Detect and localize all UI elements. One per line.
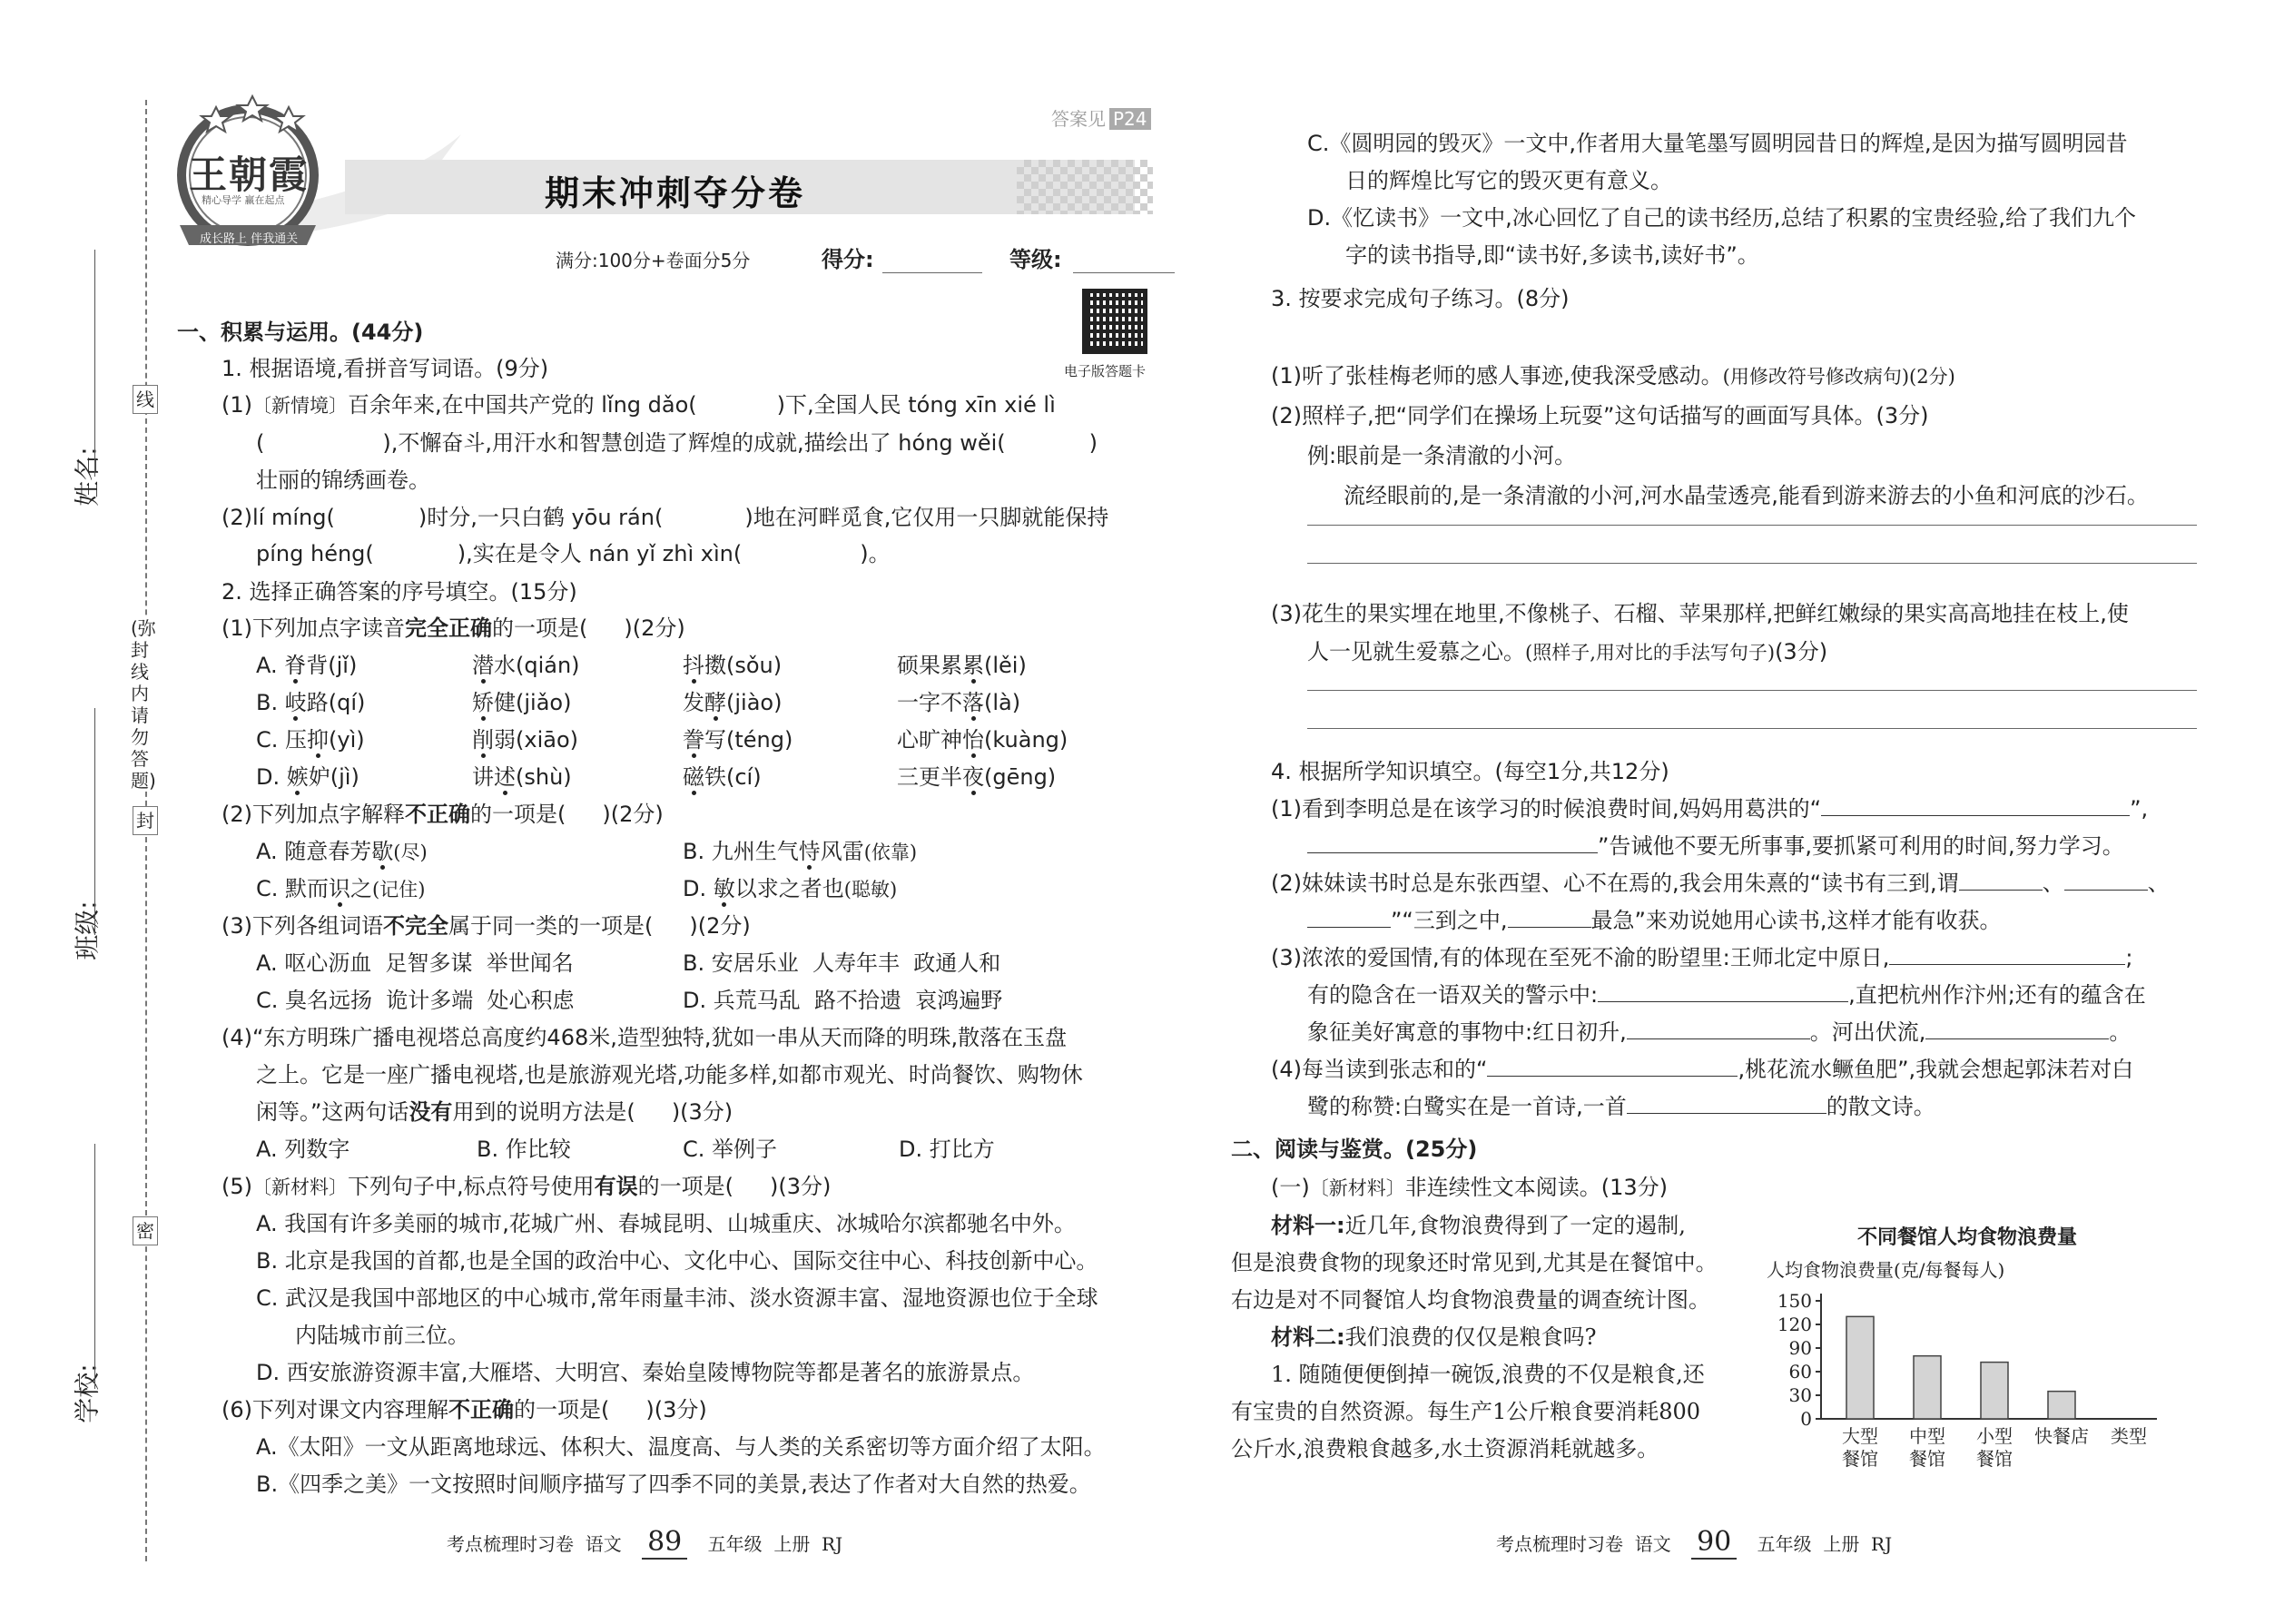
binding-notice: (弥封线内请勿答题) xyxy=(131,617,156,792)
material-1-line3: 右边是对不同餐馆人均食物浪费量的调查统计图。 xyxy=(1231,1287,1710,1313)
text-fragment: 歇 xyxy=(371,839,394,864)
right-footer xyxy=(1496,1526,1893,1558)
q2-2-option-C[interactable] xyxy=(256,874,425,904)
text-fragment: 岐 xyxy=(284,690,307,715)
text-fragment: 之 xyxy=(350,876,373,901)
text-fragment: 以求之者也 xyxy=(734,876,844,901)
q2-5-option-B[interactable]: B. 北京是我国的首都,也是全国的政治中心、文化中心、国际交往中心、科技创新中心。 xyxy=(256,1248,1098,1274)
text-fragment: ) xyxy=(1088,430,1098,456)
text-fragment: 材料二: xyxy=(1271,1324,1345,1350)
text-fragment: (3)下列各组词语 xyxy=(222,913,383,939)
text-fragment: 识 xyxy=(329,876,351,901)
q3-2-answer-line-1[interactable] xyxy=(1307,525,2197,526)
student-name-label: 姓名: xyxy=(72,447,103,507)
school-line xyxy=(94,1144,95,1389)
q3-2-answer-line-2[interactable] xyxy=(1307,563,2197,564)
logo-name: 王朝霞 xyxy=(189,153,310,197)
text-fragment: 象征美好寓意的事物中:红日初升, xyxy=(1307,1019,1627,1045)
chart-bar xyxy=(1914,1356,1941,1419)
q4-heading: 4. 根据所学知识填空。(每空1分,共12分) xyxy=(1271,759,1669,784)
q2-1-option-C2 xyxy=(472,725,578,754)
q1-2-line2 xyxy=(256,539,891,568)
text-fragment: 抖 xyxy=(683,653,704,678)
text-fragment: 健(jiǎo) xyxy=(494,690,572,715)
q4-3-line1 xyxy=(1271,943,2132,972)
text-fragment: 。河出伏流, xyxy=(1809,1019,1926,1045)
q2-1-option-B2 xyxy=(472,688,571,717)
section-2-heading: 二、阅读与鉴赏。(25分) xyxy=(1231,1137,1478,1162)
q3-2: (2)照样子,把“同学们在操场上玩耍”这句话描写的画面写具体。(3分) xyxy=(1271,403,1929,428)
q2-1-option-C3 xyxy=(683,725,793,754)
text-fragment: )(3分) xyxy=(645,1397,707,1422)
text-fragment: 有的隐含在一语双关的警示中: xyxy=(1307,982,1599,1008)
text-fragment: B. xyxy=(256,690,285,715)
text-fragment: A. xyxy=(256,653,285,678)
fill-blank[interactable] xyxy=(1487,1056,1738,1077)
text-fragment: ; xyxy=(2125,945,2133,970)
q2-3-option-D[interactable]: D. 兵荒马乱 路不拾遗 哀鸿遍野 xyxy=(683,988,1003,1013)
q1-1-line3: 壮丽的锦绣画卷。 xyxy=(256,468,430,493)
q3-1 xyxy=(1271,361,1955,391)
q3-3-line2 xyxy=(1307,637,1827,667)
text-fragment: 妒(jì) xyxy=(308,764,359,790)
score-label: 得分: xyxy=(822,247,874,272)
text-fragment: 敏 xyxy=(713,876,735,901)
text-fragment: )(3分) xyxy=(770,1174,832,1199)
chart-y-tick-label: 90 xyxy=(1788,1337,1812,1359)
text-fragment: (聪敏) xyxy=(843,879,898,901)
q1-heading: 1. 根据语境,看拼音写词语。(9分) xyxy=(222,356,549,381)
text-fragment: 〔新材料〕 xyxy=(1309,1177,1405,1199)
text-fragment: (1) xyxy=(222,392,252,418)
q2-6-option-D-cont: 字的读书指导,即“读书好,多读书,读好书”。 xyxy=(1345,242,1759,268)
chart-y-tick-label: 120 xyxy=(1777,1314,1812,1335)
text-fragment: 一字不 xyxy=(897,690,962,715)
qr-code[interactable] xyxy=(1082,289,1147,354)
material-1-line2: 但是浪费食物的现象还时常见到,尤其是在餐馆中。 xyxy=(1231,1250,1718,1275)
cut-mark-seal: 封 xyxy=(133,806,158,835)
text-fragment: 的一项是( xyxy=(470,802,566,827)
q2-1-option-D2 xyxy=(472,763,572,792)
text-fragment: 讲 xyxy=(472,764,494,790)
text-fragment: (là) xyxy=(984,690,1021,715)
material-2-p1-line3: 公斤水,浪费粮食越多,水土资源消耗就越多。 xyxy=(1231,1436,1659,1462)
text-fragment: 述 xyxy=(494,764,516,790)
text-fragment: 矫 xyxy=(472,690,494,715)
class-line xyxy=(94,708,95,935)
text-fragment: 誊 xyxy=(683,727,704,753)
text-fragment: 水(qián) xyxy=(494,653,580,678)
text-fragment: 嫉 xyxy=(286,764,309,790)
q2-1-option-B4 xyxy=(897,688,1020,717)
q2-2-option-D[interactable] xyxy=(683,874,897,904)
text-fragment: 累 xyxy=(962,653,984,678)
chart-title: 不同餐馆人均食物浪费量 xyxy=(1857,1226,2078,1249)
text-fragment: )(2分) xyxy=(689,913,751,939)
text-fragment: 风雷 xyxy=(820,839,864,864)
text-fragment: 人一见就生爱慕之心。 xyxy=(1307,639,1525,664)
q2-6-stem xyxy=(222,1395,707,1424)
cut-mark-secret: 密 xyxy=(133,1216,158,1245)
q2-1-option-D[interactable] xyxy=(256,763,359,792)
grade-blank[interactable] xyxy=(1073,249,1175,273)
q2-3-option-B[interactable]: B. 安居乐业 人寿年丰 政通人和 xyxy=(683,950,1001,976)
text-fragment: 五年级 上册 RJ xyxy=(707,1533,843,1555)
text-fragment: 脊 xyxy=(284,653,307,678)
fill-blank[interactable] xyxy=(1508,907,1591,928)
score-info: 满分:100分+卷面分5分 xyxy=(556,250,751,271)
text-fragment: D. xyxy=(256,764,287,790)
text-fragment: (yì) xyxy=(329,727,365,753)
fill-blank[interactable] xyxy=(1821,795,2130,816)
q2-5-stem xyxy=(222,1172,831,1202)
q2-1-option-C[interactable] xyxy=(256,725,365,754)
text-fragment: (4)每当读到张志和的“ xyxy=(1271,1057,1488,1082)
q4-1-line1 xyxy=(1271,794,2148,823)
text-fragment: 心旷神 xyxy=(897,727,962,753)
chart-bar xyxy=(1846,1316,1874,1419)
q3-heading: 3. 按要求完成句子练习。(8分) xyxy=(1271,286,1570,311)
text-fragment: (3)浓浓的爱国情,有的体现在至死不渝的盼望里:王师北定中原日, xyxy=(1271,945,1890,970)
text-fragment: 不正确 xyxy=(448,1397,514,1422)
text-fragment: C. 压 xyxy=(256,727,308,753)
class-label: 班级: xyxy=(72,901,103,960)
q2-2-option-A[interactable] xyxy=(256,837,428,867)
text-fragment: 背(jǐ) xyxy=(306,653,358,678)
q2-6-option-C-cont: 日的辉煌比写它的毁灭更有意义。 xyxy=(1345,168,1672,193)
q3-3-line1: (3)花生的果实埋在地里,不像桃子、石榴、苹果那样,把鲜红嫩绿的果实高高地挂在枝上,使 xyxy=(1271,601,2129,626)
text-fragment: (1)看到李明总是在该学习的时候浪费时间,妈妈用葛洪的“ xyxy=(1271,796,1822,822)
text-fragment: 的散文诗。 xyxy=(1826,1094,1935,1119)
q2-3-option-A[interactable]: A. 呕心沥血 足智多谋 举世闻名 xyxy=(256,950,574,976)
text-fragment: 非连续性文本阅读。(13分) xyxy=(1404,1175,1668,1200)
material-2-p1-line2: 有宝贵的自然资源。每生产1公斤粮食要消耗800 xyxy=(1231,1399,1701,1424)
q2-6-option-B[interactable]: B.《四季之美》一文按照时间顺序描写了四季不同的美景,表达了作者对大自然的热爱。 xyxy=(256,1471,1091,1497)
text-fragment: (用修改符号修改病句)(2分) xyxy=(1722,366,1955,388)
text-fragment: ),实在是令人 nán yǐ zhì xìn( xyxy=(457,541,743,566)
fill-blank[interactable] xyxy=(1627,1019,1810,1039)
text-fragment: 近几年,食物浪费得到了一定的遏制, xyxy=(1344,1213,1686,1238)
q2-2-stem xyxy=(222,800,664,829)
text-fragment: 抑 xyxy=(307,727,330,753)
q4-4-line2 xyxy=(1307,1092,1935,1121)
text-fragment: (1)听了张桂梅老师的感人事迹,使我深受感动。 xyxy=(1271,363,1723,389)
text-fragment: (尽) xyxy=(393,842,428,863)
text-fragment: B. 九州生气 xyxy=(683,839,799,864)
q2-1-option-A3 xyxy=(683,651,782,680)
text-fragment: (照样子,用对比的手法写句子) xyxy=(1525,642,1776,664)
grade-label: 等级: xyxy=(1009,247,1062,272)
chart-x-tick-label: 快餐店 xyxy=(2034,1425,2089,1447)
text-fragment: 恃 xyxy=(798,839,821,864)
material-2-heading xyxy=(1271,1323,1596,1352)
text-fragment: 百余年来,在中国共产党的 lǐng dǎo( xyxy=(348,392,697,418)
text-fragment: 硕果累 xyxy=(897,653,962,678)
q2-4-option-C[interactable]: C. 举例子 xyxy=(683,1137,778,1162)
q2-heading: 2. 选择正确答案的序号填空。(15分) xyxy=(222,579,577,605)
q2-1-option-A2 xyxy=(472,651,580,680)
text-fragment: )地在河畔觅食,它仅用一只脚就能保持 xyxy=(744,505,1109,530)
answer-ref-page: P24 xyxy=(1109,108,1151,130)
text-fragment: (lěi) xyxy=(984,653,1027,678)
fill-blank[interactable] xyxy=(1925,1019,2109,1039)
q4-3-line2 xyxy=(1307,980,2146,1009)
text-fragment: 写(téng) xyxy=(704,727,793,753)
waste-bar-chart xyxy=(1767,1278,2220,1505)
text-fragment: )(2分) xyxy=(624,615,685,641)
q4-2-line1 xyxy=(1271,869,2170,898)
text-fragment: )(3分) xyxy=(671,1099,733,1125)
chart-x-tick-label: 类型 xyxy=(2111,1425,2147,1447)
text-fragment: 酵 xyxy=(704,690,726,715)
q2-3-stem xyxy=(222,911,751,940)
chart-x-tick-label: 餐馆 xyxy=(1842,1448,1878,1470)
text-fragment: 弱(xiāo) xyxy=(494,727,578,753)
q2-5-option-A[interactable]: A. 我国有许多美丽的城市,花城广州、春城昆明、山城重庆、冰城哈尔滨都驰名中外。 xyxy=(256,1211,1076,1236)
q2-1-stem xyxy=(222,614,685,643)
text-fragment: 五年级 上册 RJ xyxy=(1757,1533,1893,1555)
text-fragment: 落 xyxy=(962,690,984,715)
chart-bar xyxy=(1981,1363,2008,1419)
material-2-p1-line1: 1. 随随便便倒掉一碗饭,浪费的不仅是粮食,还 xyxy=(1271,1362,1705,1387)
text-fragment: (依靠) xyxy=(863,842,918,863)
new-material-tag: 〔新材料〕 xyxy=(252,1176,348,1198)
text-fragment: 、 xyxy=(2147,871,2170,896)
q2-1-option-A4 xyxy=(897,651,1027,680)
text-fragment: )。 xyxy=(860,541,891,566)
chart-x-tick-label: 小型 xyxy=(1976,1425,2013,1447)
text-fragment: ),不懈奋斗,用汗水和智慧创造了辉煌的成就,描绘出了 hóng wěi( xyxy=(382,430,1006,456)
answer-reference xyxy=(1051,107,1151,131)
q2-4-option-B[interactable]: B. 作比较 xyxy=(477,1137,571,1162)
text-fragment: 最急”来劝说她用心读书,这样才能有收获。 xyxy=(1590,908,2002,933)
q2-5-option-C[interactable]: C. 武汉是我国中部地区的中心城市,常年雨量丰沛、淡水资源丰富、湿地资源也位于全球 xyxy=(256,1285,1098,1311)
q2-4-option-D[interactable]: D. 打比方 xyxy=(899,1137,995,1162)
q2-4-line3 xyxy=(256,1097,733,1127)
text-fragment: 我们浪费的仅仅是粮食吗? xyxy=(1344,1324,1597,1350)
text-fragment: (1)下列加点字读音 xyxy=(222,615,405,641)
q1-1-line1 xyxy=(222,390,1056,420)
text-fragment: (6)下列对课文内容理解 xyxy=(222,1397,448,1422)
text-fragment: ,直把杭州作汴州;还有的蕴含在 xyxy=(1848,982,2146,1008)
q3-3-answer-line-2[interactable] xyxy=(1307,728,2197,729)
text-fragment: (一) xyxy=(1271,1175,1310,1200)
logo-banner-text: 成长路上 伴我通关 xyxy=(200,232,299,246)
text-fragment: 。 xyxy=(2109,1019,2132,1045)
text-fragment: 发 xyxy=(683,690,704,715)
text-fragment: ”, xyxy=(2130,796,2149,822)
text-fragment: (记住) xyxy=(372,879,426,901)
text-fragment: 不完全 xyxy=(383,913,448,939)
chart-bar xyxy=(2048,1392,2075,1419)
text-fragment: 有误 xyxy=(594,1174,638,1199)
chart-x-tick-label: 餐馆 xyxy=(1976,1448,2013,1470)
text-fragment: C. 默而 xyxy=(256,876,330,901)
chart-y-tick-label: 0 xyxy=(1800,1408,1812,1430)
q2-2-option-B[interactable] xyxy=(683,837,917,867)
q2-5-option-C-cont: 内陆城市前三位。 xyxy=(295,1323,469,1348)
text-fragment: (2)妹妹读书时总是东张西望、心不在焉的,我会用朱熹的“读书有三到,谓 xyxy=(1271,871,1959,896)
text-fragment: 怡 xyxy=(962,727,984,753)
chart-x-tick-label: 餐馆 xyxy=(1909,1448,1945,1470)
q4-1-line2 xyxy=(1307,832,2124,861)
score-blank[interactable] xyxy=(882,249,982,273)
text-fragment: 闲等。”这两句话 xyxy=(256,1099,409,1125)
chart-x-tick-label: 大型 xyxy=(1842,1425,1878,1447)
q4-3-line3 xyxy=(1307,1018,2131,1047)
q4-2-line2 xyxy=(1307,906,2002,935)
q2-3-option-C[interactable]: C. 臭名远扬 诡计多端 处心积虑 xyxy=(256,988,575,1013)
q2-6-option-A[interactable]: A.《太阳》一文从距离地球远、体积大、温度高、与人类的关系密切等方面介绍了太阳。 xyxy=(256,1434,1106,1460)
q2-4-line2: 之上。它是一座广播电视塔,也是旅游观光塔,功能多样,如都市观光、时尚餐饮、购物休 xyxy=(256,1062,1083,1088)
reading-1-heading xyxy=(1271,1173,1668,1203)
text-fragment: D. xyxy=(683,876,714,901)
text-fragment: 的一项是( xyxy=(637,1174,734,1199)
text-fragment: 铁(cí) xyxy=(704,764,762,790)
text-fragment: ,桃花流水鳜鱼肥”,我就会想起郭沫若对白 xyxy=(1738,1057,2134,1082)
text-fragment: )(2分) xyxy=(602,802,664,827)
text-fragment: (jiào) xyxy=(726,690,783,715)
text-fragment: 、 xyxy=(2042,871,2064,896)
q2-1-option-B[interactable] xyxy=(256,688,365,717)
fill-blank[interactable] xyxy=(1307,907,1391,928)
text-fragment: ”“三到之中, xyxy=(1391,908,1508,933)
text-fragment: píng héng( xyxy=(256,541,374,566)
cut-mark-line: 线 xyxy=(133,385,158,414)
text-fragment: 三更半 xyxy=(897,764,962,790)
q2-1-option-A[interactable] xyxy=(256,651,357,680)
fill-blank[interactable] xyxy=(1307,832,1598,853)
page-number-90: 90 xyxy=(1691,1526,1737,1560)
q3-2-example: 例:眼前是一条清澈的小河。 xyxy=(1307,443,1577,468)
text-fragment: (gēng) xyxy=(984,764,1057,790)
q3-3-answer-line-1[interactable] xyxy=(1307,690,2197,691)
answer-ref-label: 答案见 xyxy=(1051,108,1106,130)
text-fragment: (2)下列加点字解释 xyxy=(222,802,405,827)
text-fragment: 路(qí) xyxy=(306,690,366,715)
text-fragment: 的一项是( xyxy=(492,615,588,641)
text-fragment: 材料一: xyxy=(1271,1213,1345,1238)
fill-blank[interactable] xyxy=(1598,981,1848,1002)
q2-6-option-D[interactable]: D.《忆读书》一文中,冰心回忆了自己的读书经历,总结了积累的宝贵经验,给了我们九个 xyxy=(1307,205,2136,231)
new-context-tag: 〔新情境〕 xyxy=(252,395,348,417)
text-fragment: )时分,一只白鹤 yōu rán( xyxy=(418,505,664,530)
text-fragment: 潜 xyxy=(472,653,494,678)
text-fragment: 擞(sǒu) xyxy=(704,653,783,678)
q3-2-example-sentence: 流经眼前的,是一条清澈的小河,河水晶莹透亮,能看到游来游去的小鱼和河底的沙石。 xyxy=(1344,483,2149,508)
chart-ylabel: 人均食物浪费量(克/每餐每人) xyxy=(1767,1259,2005,1281)
text-fragment: A. 随意春芳 xyxy=(256,839,372,864)
page-number-89: 89 xyxy=(642,1526,687,1560)
qr-label: 电子版答题卡 xyxy=(1064,363,1147,379)
chart-y-tick-label: 150 xyxy=(1777,1290,1812,1312)
text-fragment: ”告诫他不要无所事事,要抓紧可利用的时间,努力学习。 xyxy=(1598,833,2124,859)
text-fragment: 磁 xyxy=(683,764,704,790)
section-1-heading: 一、积累与运用。(44分) xyxy=(177,320,424,345)
text-fragment: 考点梳理时习卷 语文 xyxy=(1496,1533,1671,1555)
q2-1-option-D4 xyxy=(897,763,1056,792)
left-footer xyxy=(447,1526,843,1558)
text-fragment: )下,全国人民 tóng xīn xié lì xyxy=(776,392,1056,418)
text-fragment: 用到的说明方法是( xyxy=(452,1099,635,1125)
text-fragment: (3分) xyxy=(1775,639,1828,664)
text-fragment: 考点梳理时习卷 语文 xyxy=(447,1533,622,1555)
chart-x-tick-label: 中型 xyxy=(1909,1425,1945,1447)
q2-6-option-C[interactable]: C.《圆明园的毁灭》一文中,作者用大量笔墨写圆明园昔日的辉煌,是因为描写圆明园昔 xyxy=(1307,131,2128,156)
chart-y-tick-label: 30 xyxy=(1788,1384,1812,1406)
q2-1-option-B3 xyxy=(683,688,782,717)
fill-blank[interactable] xyxy=(1889,944,2125,965)
text-fragment: 夜 xyxy=(962,764,984,790)
text-fragment: ( xyxy=(256,430,265,456)
q2-4-option-A[interactable]: A. 列数字 xyxy=(256,1137,350,1162)
name-line xyxy=(94,250,95,477)
q1-1-line2 xyxy=(256,428,1098,458)
fill-blank[interactable] xyxy=(1959,870,2043,891)
text-fragment: 鹭的称赞:白鹭实在是一首诗,一首 xyxy=(1307,1094,1627,1119)
chart-y-tick-label: 60 xyxy=(1788,1361,1812,1383)
text-fragment: (2)lí míng( xyxy=(222,505,335,530)
text-fragment: 完全正确 xyxy=(405,615,492,641)
q2-4-line1: (4)“东方明珠广播电视塔总高度约468米,造型独特,犹如一串从天而降的明珠,散落在玉盘 xyxy=(222,1025,1068,1050)
material-1-line1 xyxy=(1271,1211,1686,1240)
text-fragment: (kuàng) xyxy=(984,727,1068,753)
text-fragment: 不正确 xyxy=(405,802,470,827)
q4-4-line1 xyxy=(1271,1055,2133,1084)
text-fragment: 的一项是( xyxy=(514,1397,610,1422)
q2-1-option-D3 xyxy=(683,763,762,792)
text-fragment: 属于同一类的一项是( xyxy=(448,913,654,939)
q2-1-option-C4 xyxy=(897,725,1068,754)
fill-blank[interactable] xyxy=(2064,870,2148,891)
text-fragment: 下列句子中,标点符号使用 xyxy=(348,1174,595,1199)
fill-blank[interactable] xyxy=(1627,1093,1826,1114)
page-title: 期末冲刺夺分卷 xyxy=(545,173,806,213)
logo-subtitle: 精心导学 赢在起点 xyxy=(202,194,285,206)
text-fragment: 没有 xyxy=(409,1099,453,1125)
text-fragment: (5) xyxy=(222,1174,252,1199)
q2-5-option-D[interactable]: D. 西安旅游资源丰富,大雁塔、大明宫、秦始皇陵博物院等都是著名的旅游景点。 xyxy=(256,1360,1035,1385)
text-fragment: 削 xyxy=(472,727,494,753)
school-label: 学校: xyxy=(72,1363,103,1423)
text-fragment: (shù) xyxy=(516,764,572,790)
q1-2-line1 xyxy=(222,503,1108,532)
title-checker xyxy=(1017,160,1153,214)
